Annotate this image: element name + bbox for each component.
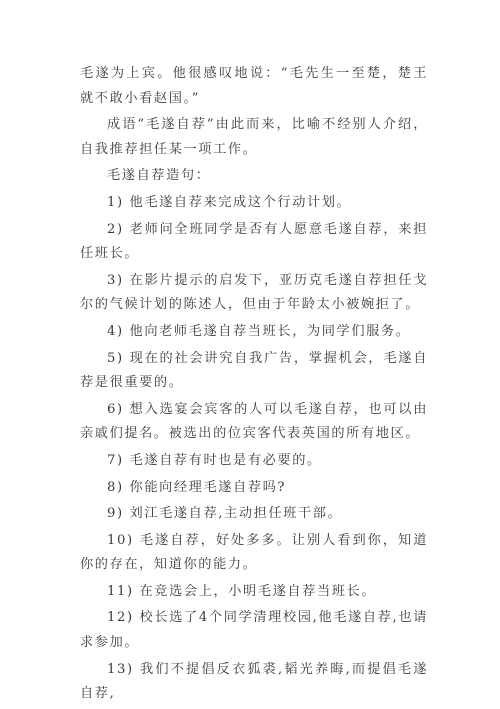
example-sentence-4: 4) 他向老师毛遂自荐当班长，为同学们服务。 — [107, 323, 411, 339]
section-heading-example-sentences: 毛遂自荐造句： — [107, 168, 211, 184]
paragraph-intro: 毛遂为上宾。他很感叹地说：“毛先生一至楚，楚王就不敢小看赵国。” — [80, 66, 428, 106]
example-sentence-12: 12) 校长选了4个同学清理校园,他毛遂自荐,也请求参加。 — [80, 610, 428, 651]
example-sentence-9: 9) 刘江毛遂自荐,主动担任班干部。 — [107, 506, 343, 522]
document-body — [80, 62, 428, 709]
example-sentence-7: 7) 毛遂自荐有时也是有必要的。 — [107, 452, 322, 468]
example-sentence-5: 5) 现在的社会讲究自我广告，掌握机会，毛遂自荐是很重要的。 — [80, 350, 428, 391]
example-sentence-6: 6) 想入选宴会宾客的人可以毛遂自荐，也可以由亲戚们提名。被选出的位宾客代表英国的所有地区。 — [80, 401, 428, 442]
example-sentence-2: 2) 老师问全班同学是否有人愿意毛遂自荐，来担任班长。 — [80, 221, 428, 262]
example-sentence-13: 13) 我们不提倡反衣狐裘,韬光养晦,而提倡毛遂自荐, — [80, 661, 428, 702]
example-sentence-11: 11) 在竞选会上，小明毛遂自荐当班长。 — [107, 583, 377, 599]
paragraph-idiom-origin: 成语“毛遂自荐”由此而来，比喻不经别人介绍，自我推荐担任某一项工作。 — [80, 117, 428, 157]
example-sentence-8: 8) 你能向经理毛遂自荐吗? — [107, 479, 287, 495]
example-sentence-1: 1) 他毛遂自荐来完成这个行动计划。 — [107, 194, 352, 210]
example-sentence-10: 10) 毛遂自荐，好处多多。让别人看到你，知道你的存在，知道你的能力。 — [80, 532, 428, 573]
example-sentence-3: 3) 在影片提示的启发下，亚历克毛遂自荐担任戈尔的气候计划的陈述人，但由于年龄太小被婉拒了。 — [80, 272, 428, 313]
